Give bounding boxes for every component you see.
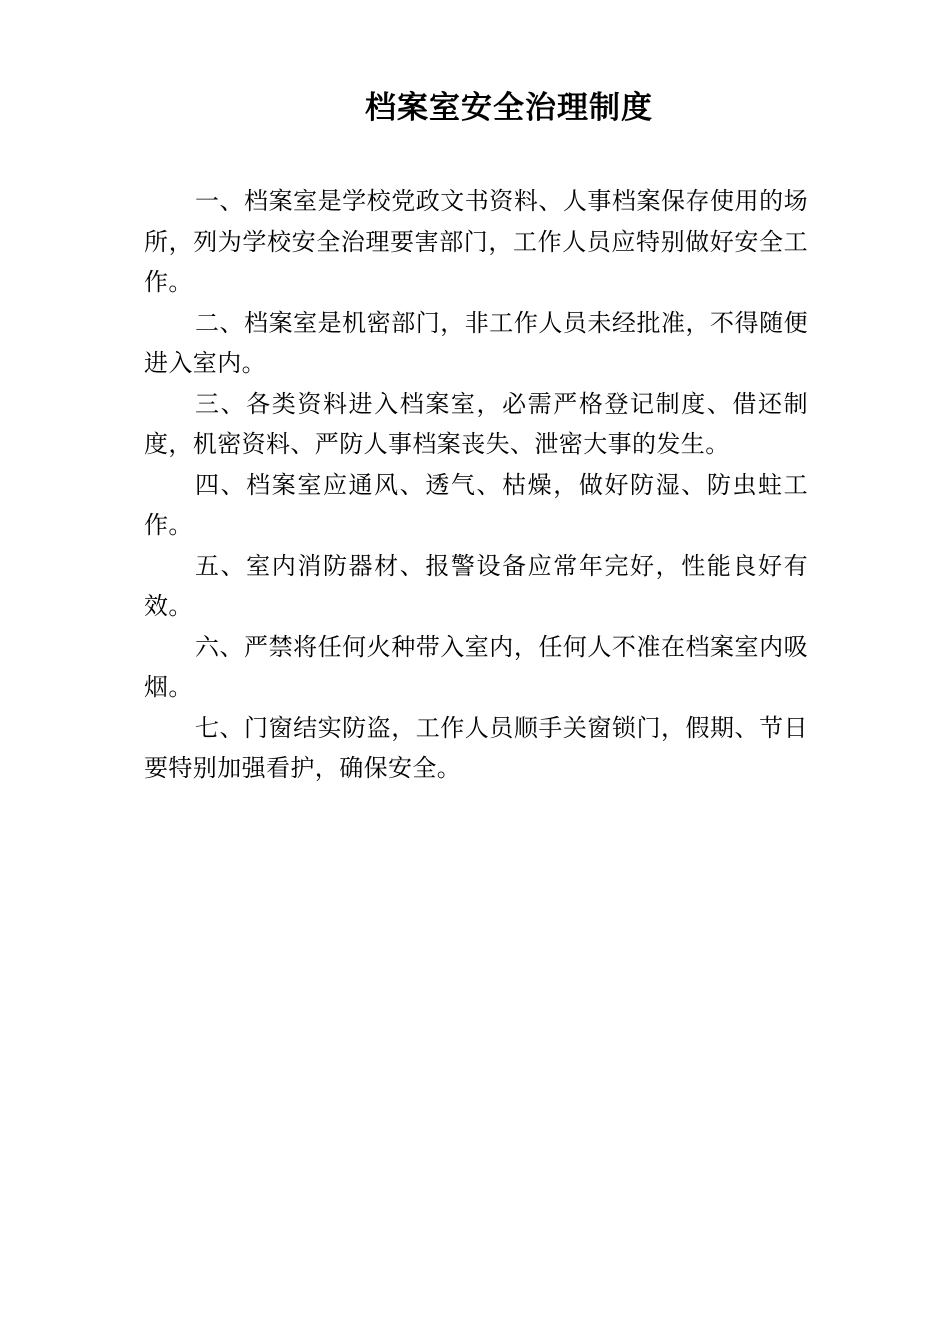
document-title: 档案室安全治理制度 <box>365 90 653 126</box>
document-body <box>144 181 808 789</box>
clause-6: 六、严禁将任何火种带入室内，任何人不准在档案室内吸烟。 <box>144 632 808 701</box>
clause-1: 一、档案室是学校党政文书资料、人事档案保存使用的场所，列为学校安全治理要害部门，工作人员应特别做好安全工作。 <box>144 187 808 296</box>
clause-7: 七、门窗结实防盗，工作人员顺手关窗锁门，假期、节日要特别加强看护，确保安全。 <box>144 713 808 782</box>
clause-2: 二、档案室是机密部门，非工作人员未经批准，不得随便进入室内。 <box>144 308 808 377</box>
clause-4: 四、档案室应通风、透气、枯燥，做好防湿、防虫蛀工作。 <box>144 470 808 539</box>
clause-3: 三、各类资料进入档案室，必需严格登记制度、借还制度，机密资料、严防人事档案丧失、泄密大事的发生。 <box>144 389 808 458</box>
clause-5: 五、室内消防器材、报警设备应常年完好，性能良好有效。 <box>144 551 808 620</box>
